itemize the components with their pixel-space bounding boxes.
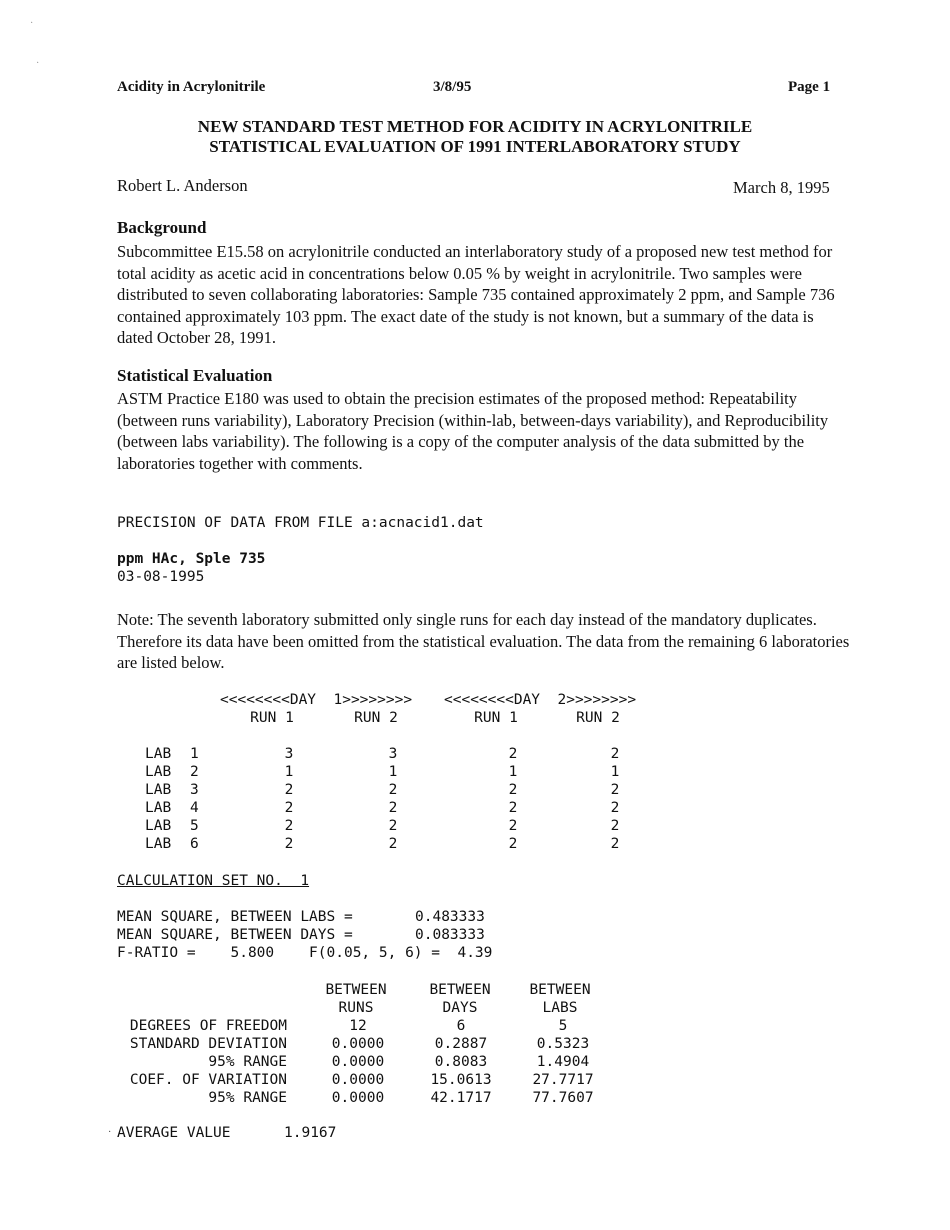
run-header: RUN 2 [576,710,620,726]
stat-value: 0.0000 [331,1090,385,1106]
table-cell: 1 [610,764,620,780]
note-paragraph: Note: The seventh laboratory submitted only single runs for each day instead of the mandatory duplicates. Therefore its data have been omitted from the statistical evaluation. The data from the remaining 6 laboratories are listed below. [117,610,850,672]
day1-header: <<<<<<<<DAY 1>>>>>>>> [220,692,413,708]
doc-date: March 8, 1995 [733,178,830,197]
lab-label: LAB [145,800,172,816]
background-paragraph: Subcommittee E15.58 on acrylonitrile conducted an interlaboratory study of a proposed new test method for total acidity as acetic acid in concentrations below 0.05 % by weight in acrylonitrile. Two samples were distributed to seven collaborating laboratories: Sample 735 contained approximately 2 ppm, and Sample 736 contained approximately 103 ppm. The exact date of the study is not known, but a summary of the data is dated October 28, 1991. [117,242,835,347]
stat-value: 0.5323 [536,1036,590,1052]
stat-label: DEGREES OF FREEDOM [129,1018,287,1034]
lab-label: LAB [145,782,172,798]
lab-number: 2 [190,764,199,780]
stat-value: 12 [349,1018,367,1034]
table-cell: 2 [284,836,294,852]
ms-days-label: MEAN SQUARE, BETWEEN DAYS = [117,927,353,943]
lab-number: 6 [190,836,199,852]
stat-label: 95% RANGE [208,1090,287,1106]
stat-value: 0.0000 [331,1072,385,1088]
table-cell: 2 [610,782,620,798]
ms-labs-value: 0.483333 [415,909,485,925]
author: Robert L. Anderson [117,176,248,195]
col-header: LABS [542,1000,578,1016]
table-cell: 2 [610,818,620,834]
stat-value: 1.4904 [536,1054,590,1070]
ms-days-value: 0.083333 [415,927,485,943]
stat-value: 0.0000 [331,1054,385,1070]
lab-label: LAB [145,746,172,762]
lab-number: 5 [190,818,199,834]
col-header: BETWEEN [325,982,387,998]
stat-value: 27.7717 [532,1072,594,1088]
col-header: BETWEEN [429,982,491,998]
ms-labs-label: MEAN SQUARE, BETWEEN LABS = [117,909,353,925]
header-date: 3/8/95 [433,79,472,95]
stat-value: 6 [456,1018,466,1034]
scan-speck: · [30,18,34,29]
table-cell: 2 [508,782,518,798]
statistical-paragraph: ASTM Practice E180 was used to obtain the precision estimates of the proposed method: Repeatability (between runs variability), Laboratory Precision (within-lab, between-days variability), and Reproducibility (between labs variability). The following is a copy of the computer analysis of the data submitted by the laboratories together with comments. [117,389,829,473]
lab-label: LAB [145,818,172,834]
stat-value: 0.0000 [331,1036,385,1052]
table-cell: 2 [284,818,294,834]
header-title: Acidity in Acrylonitrile [117,79,266,95]
average-value: 1.9167 [284,1125,337,1141]
scan-speck: · [36,58,40,69]
printout-date: 03-08-1995 [117,569,205,585]
doc-title-line-2: STATISTICAL EVALUATION OF 1991 INTERLABORATORY STUDY [209,137,741,156]
table-cell: 1 [508,764,518,780]
stat-value: 42.1717 [430,1090,492,1106]
col-header: BETWEEN [529,982,591,998]
table-cell: 2 [388,782,398,798]
lab-label: LAB [145,836,172,852]
stat-value: 0.2887 [434,1036,488,1052]
lab-number: 3 [190,782,199,798]
run-header: RUN 2 [354,710,398,726]
scan-speck: · [108,1127,112,1138]
table-cell: 3 [284,746,294,762]
col-header: DAYS [442,1000,478,1016]
f-ratio-line: F-RATIO = 5.800 F(0.05, 5, 6) = 4.39 [117,945,493,961]
day2-header: <<<<<<<<DAY 2>>>>>>>> [444,692,637,708]
lab-number: 4 [190,800,199,816]
table-cell: 1 [284,764,294,780]
table-cell: 1 [388,764,398,780]
stat-value: 5 [558,1018,568,1034]
sample-line: ppm HAc, Sple 735 [117,551,266,567]
table-cell: 2 [508,746,518,762]
table-cell: 2 [508,836,518,852]
statistical-heading: Statistical Evaluation [117,366,273,385]
table-cell: 2 [388,818,398,834]
stat-label: 95% RANGE [208,1054,287,1070]
table-cell: 2 [388,800,398,816]
average-label: AVERAGE VALUE [117,1125,231,1141]
run-header: RUN 1 [250,710,294,726]
col-header: RUNS [338,1000,374,1016]
stat-value: 0.8083 [434,1054,488,1070]
table-cell: 2 [610,800,620,816]
stat-label: COEF. OF VARIATION [129,1072,287,1088]
lab-label: LAB [145,764,172,780]
stat-label: STANDARD DEVIATION [129,1036,287,1052]
stat-value: 15.0613 [430,1072,492,1088]
table-cell: 2 [508,800,518,816]
doc-title-line-1: NEW STANDARD TEST METHOD FOR ACIDITY IN ACRYLONITRILE [197,117,753,136]
page-number: Page 1 [788,79,831,95]
table-cell: 2 [284,782,294,798]
background-heading: Background [117,218,207,237]
table-cell: 2 [610,746,620,762]
table-cell: 2 [388,836,398,852]
run-header: RUN 1 [474,710,518,726]
table-cell: 2 [508,818,518,834]
table-cell: 2 [610,836,620,852]
table-cell: 3 [388,746,398,762]
lab-number: 1 [190,746,199,762]
calculation-set-line: CALCULATION SET NO. 1 [117,873,310,889]
stat-value: 77.7607 [532,1090,594,1106]
table-cell: 2 [284,800,294,816]
file-line: PRECISION OF DATA FROM FILE a:acnacid1.dat [117,515,484,531]
